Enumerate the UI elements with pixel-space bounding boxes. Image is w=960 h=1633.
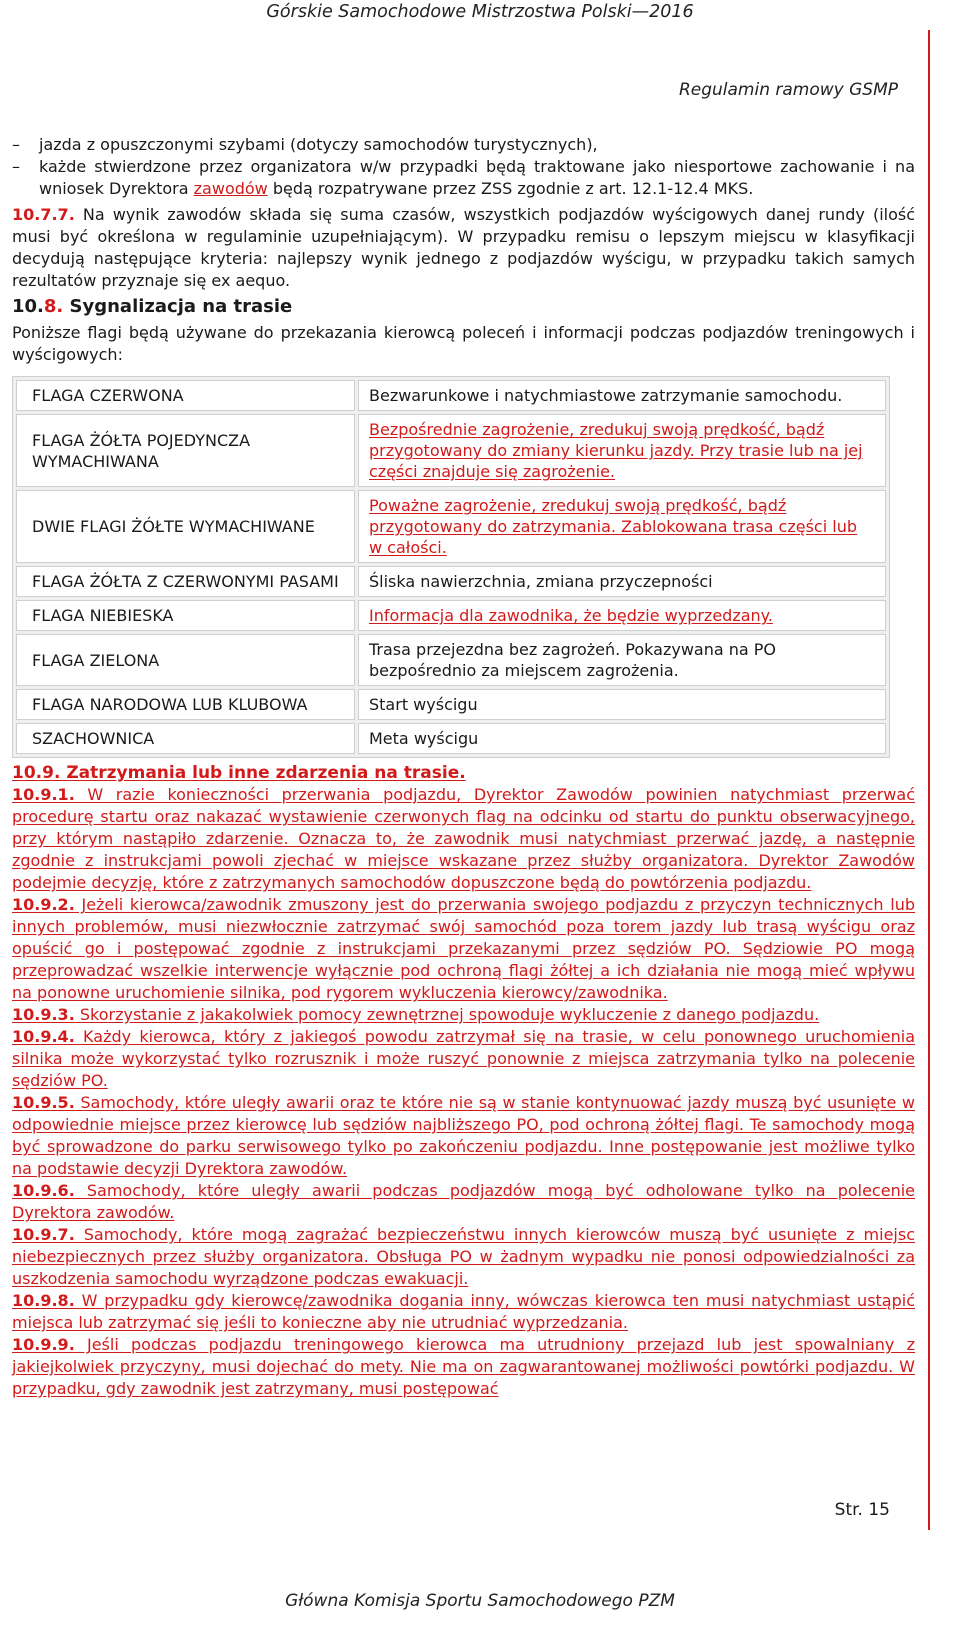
section-10-8-intro: Poniższe flagi będą używane do przekazania kierowcą poleceń i informacji podczas podjazdów treningowych i wyścigowych: xyxy=(12,323,915,364)
dash-glyph: – xyxy=(12,135,20,154)
flag-row xyxy=(16,566,886,597)
flag-description: Start wyścigu xyxy=(358,689,886,720)
subsection-text: Skorzystanie z jakakolwiek pomocy zewnętrznej spowoduje wykluczenie z danego podjazdu. xyxy=(74,1005,820,1024)
header-subtitle: Regulamin ramowy GSMP xyxy=(678,80,898,100)
subsection-item xyxy=(12,1224,915,1290)
section-10-8-heading: 10.8. Sygnalizacja na trasie xyxy=(12,296,293,317)
flag-description: Bezpośrednie zagrożenie, zredukuj swoją prędkość, bądź przygotowany do zmiany kierunku jazdy. Przy trasie lub na jej części znajduje się zagrożenie. xyxy=(358,414,886,487)
subsection-number: 10.9.1. xyxy=(12,785,75,804)
subsection-number: 10.9.8. xyxy=(12,1291,75,1310)
dash-glyph: – xyxy=(12,157,20,176)
subsection-text: W razie konieczności przerwania podjazdu, Dyrektor Zawodów powinien natychmiast przerwać procedurę startu oraz nakazać wystawienie czerwonych flag na odcinku od startu do punktu obserwacyjnego, przy którym nastąpiło zdarzenie. Oznacza to, że zawodnik musi natychmiast przerwać jazdę, a następnie zgodnie z instrukcjami powoli zjechać w miejsce wskazane przez służby organizatora. Dyrektor Zawodów podejmie decyzję, które z zatrzymanych samochodów dopuszczone będą do powtórzenia podjazdu. xyxy=(12,785,915,892)
subsection-number: 10.9.9. xyxy=(12,1335,75,1354)
subsection-text: Jeżeli kierowca/zawodnik zmuszony jest do przerwania swojego podjazdu z przyczyn technicznych lub innych problemów, musi niezwłocznie zatrzymać swój samochód poza torem jazdy lub trasą wyścigu oraz opuścić go i postępować zgodnie z instrukcjami przekazanymi przez sędziów PO. Sędziowie PO mogą przeprowadzać wszelkie interwencje wyłącznie pod ochroną flagi żółtej a ich działania nie mogą mieć wpływu na ponowne uruchomienie silnika, pod rygorem wykluczenia kierowcy/zawodnika. xyxy=(12,895,915,1002)
zawodow-link[interactable]: zawodów xyxy=(193,179,268,198)
flag-description: Informacja dla zawodnika, że będzie wyprzedzany. xyxy=(358,600,886,631)
flag-name: FLAGA NIEBIESKA xyxy=(16,600,355,631)
subsection-number: 10.9.7. xyxy=(12,1225,75,1244)
flag-row xyxy=(16,634,886,686)
flag-row xyxy=(16,490,886,563)
bullet-item: – każde stwierdzone przez organizatora w/w przypadki będą traktowane jako niesportowe zachowanie i na wniosek Dyrektora zawodów będą rozpatrywane przez ZSS zgodnie z art. 12.1-12.4 MKS. xyxy=(12,157,915,198)
section-number: 10.7.7. xyxy=(12,205,75,224)
subsection-text: Każdy kierowca, który z jakiegoś powodu zatrzymał się na trasie, w celu ponownego uruchomienia silnika może wykorzystać tylko rozrusznik i może ruszyć ponownie z miejsca zatrzymania tylko na polecenie sędziów PO. xyxy=(12,1027,915,1090)
bullet-item: – jazda z opuszczonymi szybami (dotyczy samochodów turystycznych), xyxy=(12,135,598,154)
subsection-item xyxy=(12,784,915,894)
flag-row xyxy=(16,723,886,754)
section-10-9-heading: 10.9. Zatrzymania lub inne zdarzenia na trasie. xyxy=(12,763,466,783)
subsection-item xyxy=(12,1334,915,1400)
flag-name: FLAGA ŻÓŁTA POJEDYNCZA WYMACHIWANA xyxy=(16,414,355,487)
section-10-7-7: 10.7.7. Na wynik zawodów składa się suma czasów, wszystkich podjazdów wyścigowych danej rundy (ilość musi być określona w regulaminie uzupełniającym). W przypadku remisu o lepszym miejscu w klasyfikacji decydują następujące kryteria: najlepszy wynik jednego z podjazdów wyścigu, w przypadku takich samych rezultatów przyznaje się ex aequo. xyxy=(12,205,915,290)
flags-table xyxy=(12,376,890,758)
subsection-text: Samochody, które uległy awarii podczas podjazdów mogą być odholowane tylko na polecenie Dyrektora zawodów. xyxy=(12,1181,915,1222)
subsection-item xyxy=(12,1180,915,1224)
flag-name: FLAGA ŻÓŁTA Z CZERWONYMI PASAMI xyxy=(16,566,355,597)
subsection-number: 10.9.5. xyxy=(12,1093,75,1112)
flag-name: FLAGA ZIELONA xyxy=(16,634,355,686)
section-10-9 xyxy=(12,762,915,1400)
flag-name: DWIE FLAGI ŻÓŁTE WYMACHIWANE xyxy=(16,490,355,563)
subsection-item xyxy=(12,1004,915,1026)
margin-rule xyxy=(928,30,930,1530)
flag-description: Meta wyścigu xyxy=(358,723,886,754)
flag-name: FLAGA CZERWONA xyxy=(16,380,355,411)
subsection-item xyxy=(12,1092,915,1180)
subsection-text: Samochody, które uległy awarii oraz te które nie są w stanie kontynuować jazdy muszą być usunięte w odpowiednie miejsce przez kierowcę lub sędziów najbliższego PO, pod ochroną żółtej flagi. Te samochody mogą być sprowadzone do parku serwisowego tylko po zakończeniu podjazdu. Inne postępowanie jest możliwe tylko na podstawie decyzji Dyrektora zawodów. xyxy=(12,1093,915,1178)
flag-description: Poważne zagrożenie, zredukuj swoją prędkość, bądź przygotowany do zatrzymania. Zablokowana trasa części lub w całości. xyxy=(358,490,886,563)
subsection-number: 10.9.2. xyxy=(12,895,75,914)
flag-row xyxy=(16,689,886,720)
page-content xyxy=(12,134,915,1400)
subsection-text: Samochody, które mogą zagrażać bezpieczeństwu innych kierowców muszą być usunięte z miejsc niebezpiecznych przez służby organizatora. Obsługa PO w żadnym wypadku nie ponosi odpowiedzialności za uszkodzenia samochodu wyrządzone podczas ewakuacji. xyxy=(12,1225,915,1288)
subsection-item xyxy=(12,1290,915,1334)
subsection-number: 10.9.3. xyxy=(12,1005,75,1024)
subsection-text: Jeśli podczas podjazdu treningowego kierowca ma utrudniony przejazd lub jest spowalniany z jakiejkolwiek przyczyny, musi dojechać do mety. Nie ma on zagwarantowanej możliwości powtórki podjazdu. W przypadku, gdy zawodnik jest zatrzymany, musi postępować xyxy=(12,1335,915,1398)
header-title: Górskie Samochodowe Mistrzostwa Polski—2016 xyxy=(266,2,694,22)
subsection-number: 10.9.4. xyxy=(12,1027,75,1046)
flag-row xyxy=(16,380,886,411)
subsection-number: 10.9.6. xyxy=(12,1181,75,1200)
subsection-item xyxy=(12,894,915,1004)
subsection-item xyxy=(12,1026,915,1092)
flag-description: Śliska nawierzchnia, zmiana przyczepności xyxy=(358,566,886,597)
flag-description: Bezwarunkowe i natychmiastowe zatrzymanie samochodu. xyxy=(358,380,886,411)
subsection-text: W przypadku gdy kierowcę/zawodnika dogania inny, wówczas kierowca ten musi natychmiast ustąpić miejsca lub zatrzymać się jeśli to konieczne aby nie utrudniać wyprzedzania. xyxy=(12,1291,915,1332)
footer: Główna Komisja Sportu Samochodowego PZM xyxy=(285,1591,675,1611)
flag-description: Trasa przejezdna bez zagrożeń. Pokazywana na PO bezpośrednio za miejscem zagrożenia. xyxy=(358,634,886,686)
flag-name: FLAGA NARODOWA LUB KLUBOWA xyxy=(16,689,355,720)
flag-row xyxy=(16,600,886,631)
flag-name: SZACHOWNICA xyxy=(16,723,355,754)
flag-row xyxy=(16,414,886,487)
page-number: Str. 15 xyxy=(834,1500,890,1520)
